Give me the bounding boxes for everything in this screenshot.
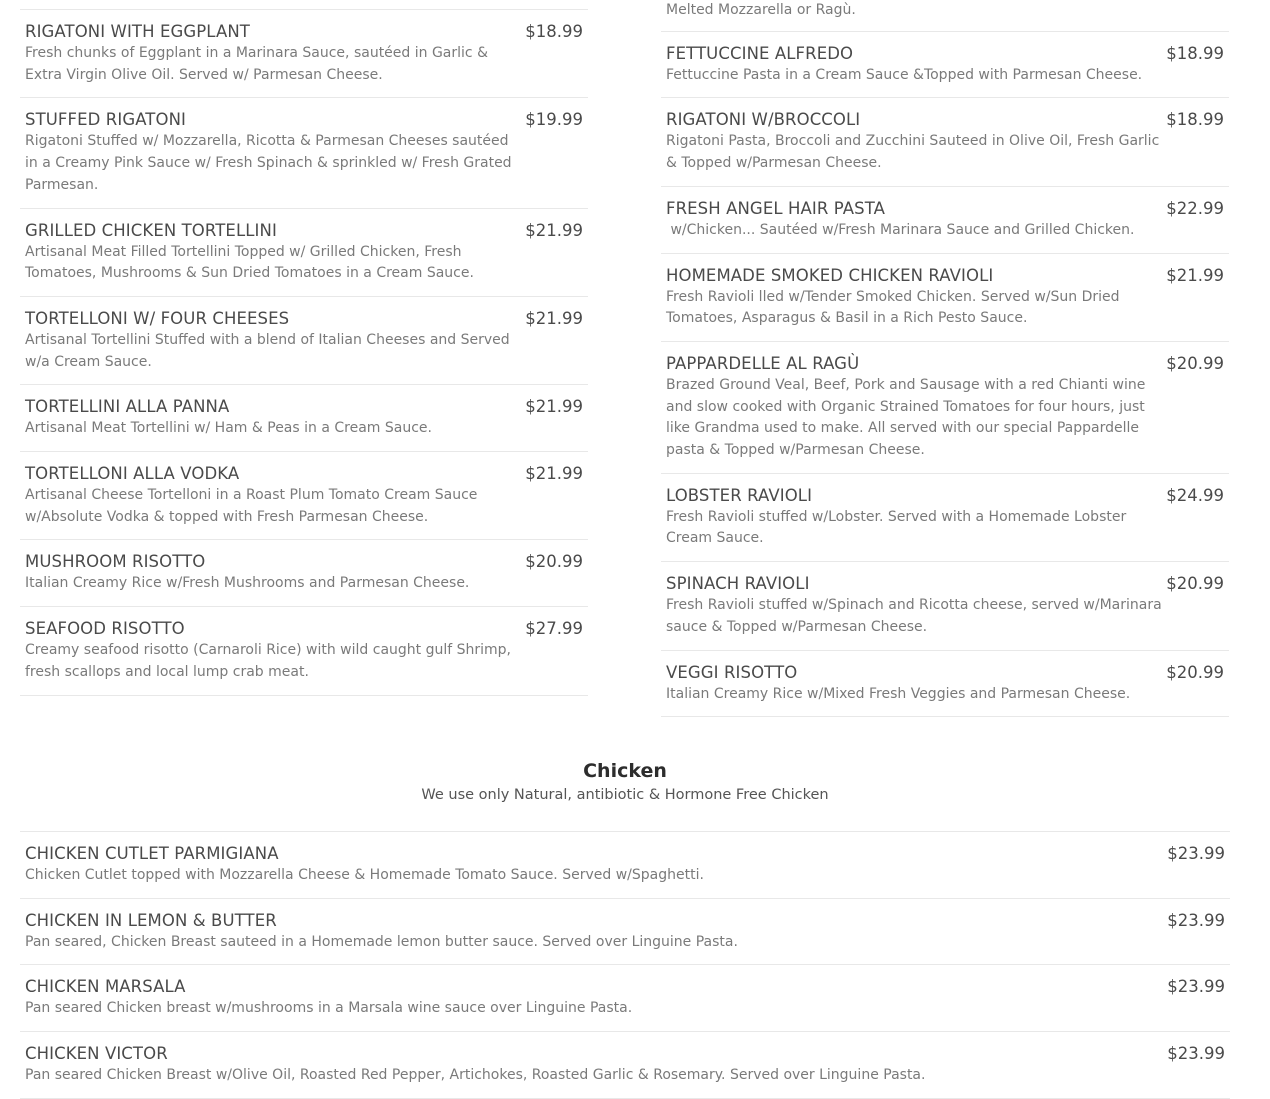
menu-item-name: TORTELLONI ALLA VODKA: [25, 464, 240, 484]
menu-item-price: $23.99: [1167, 844, 1225, 863]
menu-item-description: Pan seared, Chicken Breast sauteed in a Homemade lemon butter sauce. Served over Linguine Pasta.: [25, 933, 738, 950]
menu-item: [20, 209, 588, 297]
menu-item-name: RIGATONI W/BROCCOLI: [666, 110, 861, 130]
menu-item-description: Pan seared Chicken Breast w/Olive Oil, Roasted Red Pepper, Artichokes, Roasted Garlic & Rosemary. Served over Linguine Pasta.: [25, 1067, 926, 1084]
menu-item-description: Fettuccine Pasta in a Cream Sauce &Topped with Parmesan Cheese.: [666, 66, 1143, 83]
menu-item-description: Chicken Cutlet topped with Mozzarella Cheese & Homemade Tomato Sauce. Served w/Spaghetti.: [25, 867, 704, 883]
menu-item-name: TORTELLINI ALLA PANNA: [25, 397, 230, 417]
menu-item-price: $20.99: [1166, 662, 1224, 682]
menu-item-name: GRILLED CHICKEN TORTELLINI: [25, 220, 277, 240]
menu-item-name: PAPPARDELLE AL RAGÙ: [666, 353, 860, 373]
menu-item-name: RIGATONI WITH EGGPLANT: [25, 22, 250, 41]
menu-item-description: Fresh chunks of Eggplant in a Marinara Sauce, sautéed in Garlic & Extra Virgin Olive Oil. Served w/ Parmesan Cheese.: [25, 45, 488, 83]
menu-item-price: $18.99: [1166, 110, 1224, 130]
menu-item-name: TORTELLONI W/ FOUR CHEESES: [25, 308, 290, 328]
menu-item-price: $18.99: [525, 22, 583, 41]
section-subtitle: We use only Natural, antibiotic & Hormone Free Chicken: [421, 787, 829, 803]
menu-item-name: MUSHROOM RISOTTO: [25, 552, 206, 572]
pasta-menu-right-column: [661, 0, 1229, 717]
menu-item: [20, 98, 588, 208]
menu-item-description: Fresh Ravioli stuffed w/Lobster. Served with a Homemade Lobster Cream Sauce.: [666, 508, 1127, 547]
menu-item: [20, 831, 1230, 899]
menu-item-description: Artisanal Cheese Tortelloni in a Roast Plum Tomato Cream Sauce w/Absolute Vodka & topped with Fresh Parmesan Cheese.: [25, 487, 478, 525]
menu-item-price: $20.99: [1166, 574, 1224, 594]
menu-item-price: $21.99: [1166, 265, 1224, 285]
menu-item-name: CHICKEN IN LEMON & BUTTER: [25, 910, 277, 930]
menu-item: [661, 187, 1229, 254]
menu-item: [661, 254, 1229, 342]
pasta-menu-left-column: [20, 9, 588, 696]
menu-item-price: $21.99: [525, 308, 583, 328]
menu-item: [20, 965, 1230, 1032]
menu-item-price: $27.99: [525, 619, 583, 639]
menu-item: [661, 651, 1229, 718]
menu-item-description: Artisanal Meat Tortellini w/ Ham & Peas in a Cream Sauce.: [25, 420, 432, 437]
menu-item-price: $23.99: [1167, 910, 1225, 930]
menu-item-name: CHICKEN MARSALA: [25, 977, 186, 997]
menu-item: [20, 1032, 1230, 1099]
menu-item-name: CHICKEN CUTLET PARMIGIANA: [25, 844, 279, 863]
menu-item: [20, 452, 588, 540]
menu-item-description: Italian Creamy Rice w/Fresh Mushrooms and Parmesan Cheese.: [25, 575, 470, 592]
menu-item: [20, 899, 1230, 966]
menu-item-price: $21.99: [525, 220, 583, 240]
menu-item: [20, 9, 588, 98]
menu-item-description: Brazed Ground Veal, Beef, Pork and Sausage with a red Chianti wine and slow cooked with Organic Strained Tomatoes for four hours, just like Grandma used to make. All served with our special Pappardelle pasta & Topped w/Parmesan Cheese.: [666, 376, 1146, 459]
menu-item-name: LOBSTER RAVIOLI: [666, 485, 813, 505]
menu-item-description: Pan seared Chicken breast w/mushrooms in a Marsala wine sauce over Linguine Pasta.: [25, 1000, 633, 1017]
menu-item-description: Fresh Ravioli stuffed w/Spinach and Ricotta cheese, served w/Marinara sauce & Topped w/Parmesan Cheese.: [666, 597, 1162, 635]
menu-item-description: Fresh Ravioli lled w/Tender Smoked Chicken. Served w/Sun Dried Tomatoes, Asparagus & Basil in a Rich Pesto Sauce.: [666, 288, 1120, 327]
menu-item-price: $21.99: [525, 464, 583, 484]
chicken-section: [20, 758, 1230, 1099]
menu-item: [661, 342, 1229, 474]
menu-item-price: $22.99: [1166, 198, 1224, 218]
menu-item-name: FRESH ANGEL HAIR PASTA: [666, 198, 885, 218]
menu-item-name: STUFFED RIGATONI: [25, 110, 186, 130]
menu-item-price: $20.99: [525, 552, 583, 572]
menu-item: [20, 540, 588, 607]
menu-item: [661, 474, 1229, 562]
menu-item: [661, 98, 1229, 186]
menu-item-name: SEAFOOD RISOTTO: [25, 619, 185, 639]
menu-item: [20, 297, 588, 385]
menu-item: [20, 385, 588, 452]
menu-item-price: $23.99: [1167, 977, 1225, 997]
menu-item-name: SPINACH RAVIOLI: [666, 574, 810, 594]
menu-item-price: $23.99: [1167, 1044, 1225, 1064]
menu-item-price: $21.99: [525, 397, 583, 417]
menu-item: [661, 32, 1229, 99]
menu-item-description: Creamy seafood risotto (Carnaroli Rice) with wild caught gulf Shrimp, fresh scallops and local lump crab meat.: [25, 642, 512, 680]
menu-item-price: $24.99: [1166, 485, 1224, 505]
menu-item-price: $20.99: [1166, 353, 1224, 373]
menu-item-description: Rigatoni Pasta, Broccoli and Zucchini Sauteed in Olive Oil, Fresh Garlic & Topped w/Parmesan Cheese.: [666, 133, 1160, 172]
menu-item: [20, 607, 588, 695]
menu-item-description: Artisanal Meat Filled Tortellini Topped w/ Grilled Chicken, Fresh Tomatoes, Mushrooms & Sun Dried Tomatoes in a Cream Sauce.: [25, 243, 474, 282]
menu-item-description: Italian Creamy Rice w/Mixed Fresh Veggies and Parmesan Cheese.: [666, 685, 1131, 702]
section-title: Chicken: [583, 760, 667, 782]
menu-item-description: Rigatoni Stuffed w/ Mozzarella, Ricotta & Parmesan Cheeses sautéed in a Creamy Pink Sauce w/ Fresh Spinach & sprinkled w/ Fresh Grated Parmesan.: [25, 133, 512, 193]
menu-item-name: FETTUCCINE ALFREDO: [666, 43, 854, 63]
menu-item-fragment: [661, 0, 1229, 32]
menu-item-price: $19.99: [525, 110, 583, 130]
menu-item-description: w/Chicken... Sautéed w/Fresh Marinara Sauce and Grilled Chicken.: [666, 221, 1135, 238]
menu-item-description: Melted Mozzarella or Ragù.: [666, 2, 856, 18]
menu-item-name: CHICKEN VICTOR: [25, 1044, 168, 1064]
menu-item-description: Artisanal Tortellini Stuffed with a blend of Italian Cheeses and Served w/a Cream Sauce.: [25, 331, 510, 370]
menu-item-price: $18.99: [1166, 43, 1224, 63]
menu-item: [661, 562, 1229, 650]
menu-item-name: HOMEMADE SMOKED CHICKEN RAVIOLI: [666, 265, 994, 285]
menu-item-name: VEGGI RISOTTO: [666, 662, 798, 682]
